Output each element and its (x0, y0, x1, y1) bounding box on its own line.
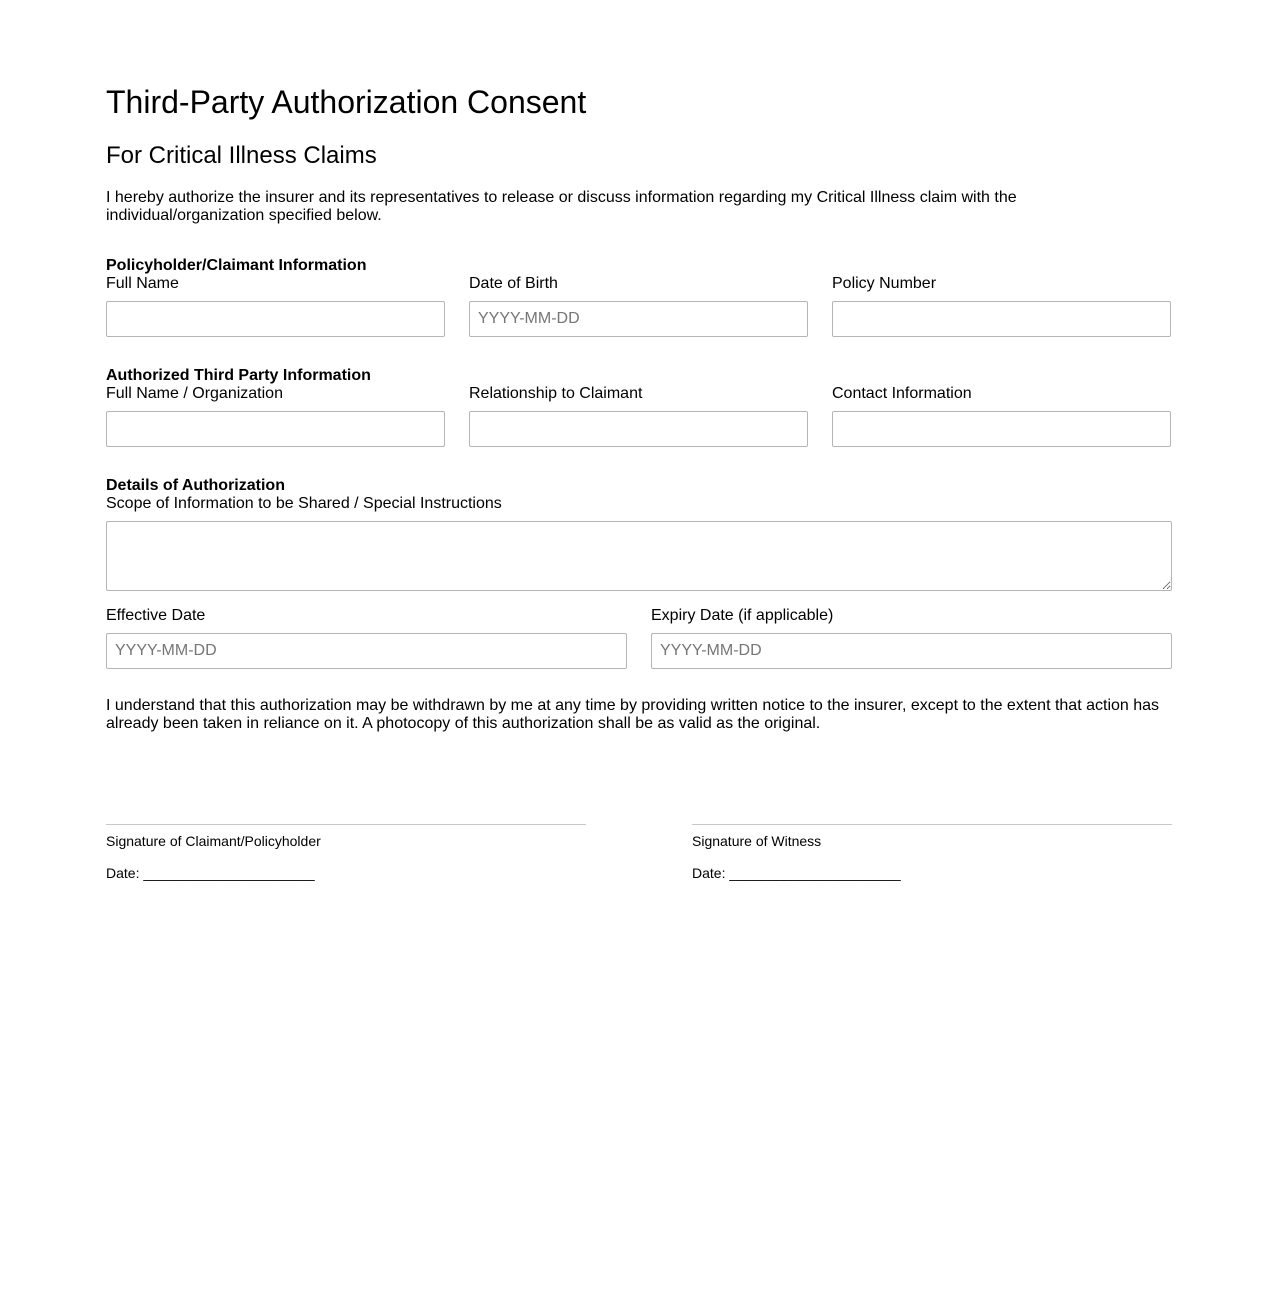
date-of-birth-field (469, 275, 808, 337)
claimant-signature-label: Signature of Claimant/Policyholder (106, 833, 321, 849)
policyholder-heading: Policyholder/Claimant Information (106, 257, 367, 274)
effective-date-field (106, 607, 627, 669)
full-name-field (106, 275, 445, 337)
page-title: Third-Party Authorization Consent (106, 84, 587, 120)
policy-number-label: Policy Number (832, 275, 937, 292)
scope-field (106, 495, 1172, 591)
claimant-date-line: Date: ______________________ (106, 865, 315, 881)
third-party-name-field (106, 385, 445, 447)
expiry-date-field (651, 607, 1172, 669)
authorization-section (106, 477, 1172, 669)
witness-signature-line[interactable] (692, 824, 1172, 825)
policy-number-field (832, 275, 1171, 337)
contact-information-field (832, 385, 1171, 447)
expiry-date-label: Expiry Date (if applicable) (651, 607, 834, 624)
third-party-heading: Authorized Third Party Information (106, 367, 371, 384)
contact-information-input[interactable] (832, 411, 1171, 447)
authorization-heading: Details of Authorization (106, 477, 285, 494)
full-name-input[interactable] (106, 301, 445, 337)
scope-textarea[interactable] (106, 521, 1172, 591)
effective-date-label: Effective Date (106, 607, 206, 624)
relationship-label: Relationship to Claimant (469, 385, 643, 402)
relationship-field (469, 385, 808, 447)
third-party-section (106, 367, 1172, 447)
withdrawal-notice: I understand that this authorization may be withdrawn by me at any time by providing written notice to the insurer, except to the extent that action has already been taken in reliance on it. A photocopy of this authorization shall be as valid as the original. (106, 697, 1160, 732)
page-subtitle: For Critical Illness Claims (106, 142, 377, 169)
witness-date-line: Date: ______________________ (692, 865, 901, 881)
witness-signature-block (692, 824, 1172, 881)
claimant-signature-line[interactable] (106, 824, 586, 825)
claimant-signature-block (106, 824, 586, 881)
date-of-birth-label: Date of Birth (469, 275, 558, 292)
effective-date-input[interactable] (106, 633, 627, 669)
intro-text: I hereby authorize the insurer and its representatives to release or discuss information regarding my Critical Illness claim with the individual/organization specified below. (106, 189, 1017, 224)
witness-signature-label: Signature of Witness (692, 833, 822, 849)
relationship-input[interactable] (469, 411, 808, 447)
third-party-name-input[interactable] (106, 411, 445, 447)
contact-information-label: Contact Information (832, 385, 972, 402)
policy-number-input[interactable] (832, 301, 1171, 337)
date-of-birth-input[interactable] (469, 301, 808, 337)
expiry-date-input[interactable] (651, 633, 1172, 669)
policyholder-section (106, 257, 1172, 337)
full-name-label: Full Name (106, 275, 179, 292)
scope-label: Scope of Information to be Shared / Special Instructions (106, 495, 502, 512)
third-party-name-label: Full Name / Organization (106, 385, 283, 402)
